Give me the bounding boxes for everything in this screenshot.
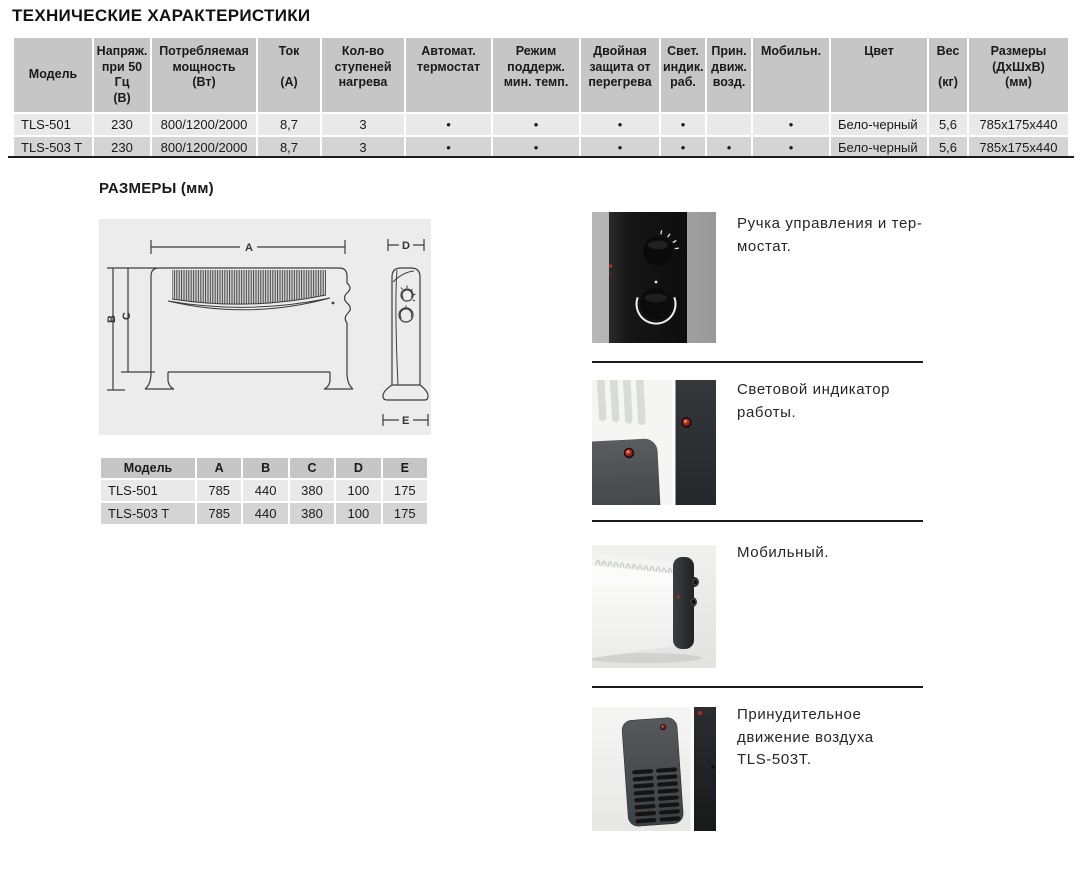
feature-divider: [592, 686, 923, 688]
specs-col-color: Цвет: [831, 38, 927, 112]
feature-caption-mobile: [737, 542, 942, 565]
specs-cell: •: [753, 137, 829, 158]
dims-cell: TLS-503 T: [101, 503, 195, 524]
specs-cell: 5,6: [929, 114, 967, 135]
dimensions-table: [99, 456, 429, 526]
dims-row-TLS-503 T: [101, 503, 427, 524]
specs-cell: Бело-черный: [831, 137, 927, 158]
specs-row-TLS-503 T: [14, 137, 1068, 158]
dimension-drawing: [99, 219, 431, 435]
dims-cell: TLS-501: [101, 480, 195, 501]
dims-col-e: E: [383, 458, 427, 478]
specs-cell: 8,7: [258, 114, 320, 135]
specs-table: [12, 36, 1070, 160]
specs-cell: •: [661, 137, 705, 158]
specs-col-overheat-protection: Двойная защита от перегрева: [581, 38, 659, 112]
dims-cell: 785: [197, 480, 241, 501]
specs-cell: 3: [322, 114, 404, 135]
feature-caption-line: работы.: [737, 403, 797, 421]
specs-cell: •: [406, 137, 491, 158]
feature-caption-line: движение воздуха: [737, 728, 874, 746]
dims-cell: 440: [243, 480, 287, 501]
dims-cell: 380: [290, 503, 334, 524]
specs-cell: TLS-501: [14, 114, 92, 135]
dim-label-a: A: [245, 242, 253, 254]
specs-col-size: Размеры (ДхШхВ) (мм): [969, 38, 1068, 112]
specs-cell: 800/1200/2000: [152, 137, 256, 158]
specs-cell: 3: [322, 137, 404, 158]
dims-col-c: C: [290, 458, 334, 478]
specs-cell: •: [581, 137, 659, 158]
specs-header-row: [14, 38, 1068, 112]
feature-caption-indicator: [737, 379, 942, 424]
specs-cell: 5,6: [929, 137, 967, 158]
dims-header-row: [101, 458, 427, 478]
specs-row-TLS-501: [14, 114, 1068, 135]
feature-caption-line: Принудительное: [737, 706, 862, 723]
specs-cell: •: [581, 114, 659, 135]
dim-label-b: B: [106, 315, 118, 323]
specs-cell: 800/1200/2000: [152, 114, 256, 135]
specs-cell: 230: [94, 137, 150, 158]
specs-col-weight: Вес (кг): [929, 38, 967, 112]
specs-cell: TLS-503 T: [14, 137, 92, 158]
dims-body: [101, 480, 427, 524]
specs-col-mobile: Мобильн.: [753, 38, 829, 112]
dims-col-модель: Модель: [101, 458, 195, 478]
dim-label-c: C: [121, 312, 133, 320]
feature-caption-line: Мобильный.: [737, 544, 830, 561]
specs-cell: [707, 114, 751, 135]
feature-caption-line: Ручка управления и тер-: [737, 215, 923, 232]
specs-col-min-temp-mode: Режим поддерж. мин. темп.: [493, 38, 579, 112]
specs-col-model: Модель: [14, 38, 92, 112]
feature-caption-line: мостат.: [737, 237, 792, 255]
dims-cell: 175: [383, 480, 427, 501]
feature-caption-line: TLS-503T.: [737, 751, 812, 768]
specs-cell: 785х175х440: [969, 137, 1068, 158]
dims-cell: 785: [197, 503, 241, 524]
dim-label-e: E: [402, 415, 410, 427]
convector-dimension-diagram: [99, 219, 431, 435]
specs-col-power: Потребляемая мощность (Вт): [152, 38, 256, 112]
specs-cell: •: [753, 114, 829, 135]
dims-col-a: A: [197, 458, 241, 478]
dims-cell: 100: [336, 503, 380, 524]
specs-col-current: Ток (А): [258, 38, 320, 112]
dims-cell: 175: [383, 503, 427, 524]
power-indicator-photo: [592, 380, 716, 505]
specs-cell: •: [661, 114, 705, 135]
specs-col-heat-steps: Кол-во ступеней нагрева: [322, 38, 404, 112]
dims-cell: 380: [290, 480, 334, 501]
specs-col-forced-air: Прин. движ. возд.: [707, 38, 751, 112]
page-title: ТЕХНИЧЕСКИЕ ХАРАКТЕРИСТИКИ: [12, 6, 311, 25]
feature-caption-line: Световой индикатор: [737, 381, 891, 398]
dims-col-d: D: [336, 458, 380, 478]
dims-row-TLS-501: [101, 480, 427, 501]
feature-divider: [592, 520, 923, 522]
specs-col-voltage: Напряж. при 50 Гц (В): [94, 38, 150, 112]
specs-cell: •: [707, 137, 751, 158]
specs-cell: •: [493, 137, 579, 158]
specs-cell: 785х175х440: [969, 114, 1068, 135]
specs-col-auto-thermostat: Автомат. термостат: [406, 38, 491, 112]
dims-cell: 440: [243, 503, 287, 524]
dim-label-d: D: [402, 240, 410, 252]
feature-caption-forced-air: [737, 704, 942, 772]
specs-cell: •: [493, 114, 579, 135]
specs-col-work-indicator: Свет. индик. раб.: [661, 38, 705, 112]
forced-air-photo: [592, 707, 716, 831]
specs-body: [14, 114, 1068, 158]
feature-divider: [592, 361, 923, 363]
control-knobs-photo: [592, 212, 716, 343]
dimensions-title: РАЗМЕРЫ (мм): [99, 180, 214, 197]
specs-cell: 8,7: [258, 137, 320, 158]
dims-col-b: B: [243, 458, 287, 478]
dims-cell: 100: [336, 480, 380, 501]
section-divider: [8, 156, 1074, 158]
specs-cell: •: [406, 114, 491, 135]
feature-caption-control-knobs: [737, 213, 942, 258]
specs-cell: Бело-черный: [831, 114, 927, 135]
mobile-convector-photo: [592, 545, 716, 668]
specs-cell: 230: [94, 114, 150, 135]
